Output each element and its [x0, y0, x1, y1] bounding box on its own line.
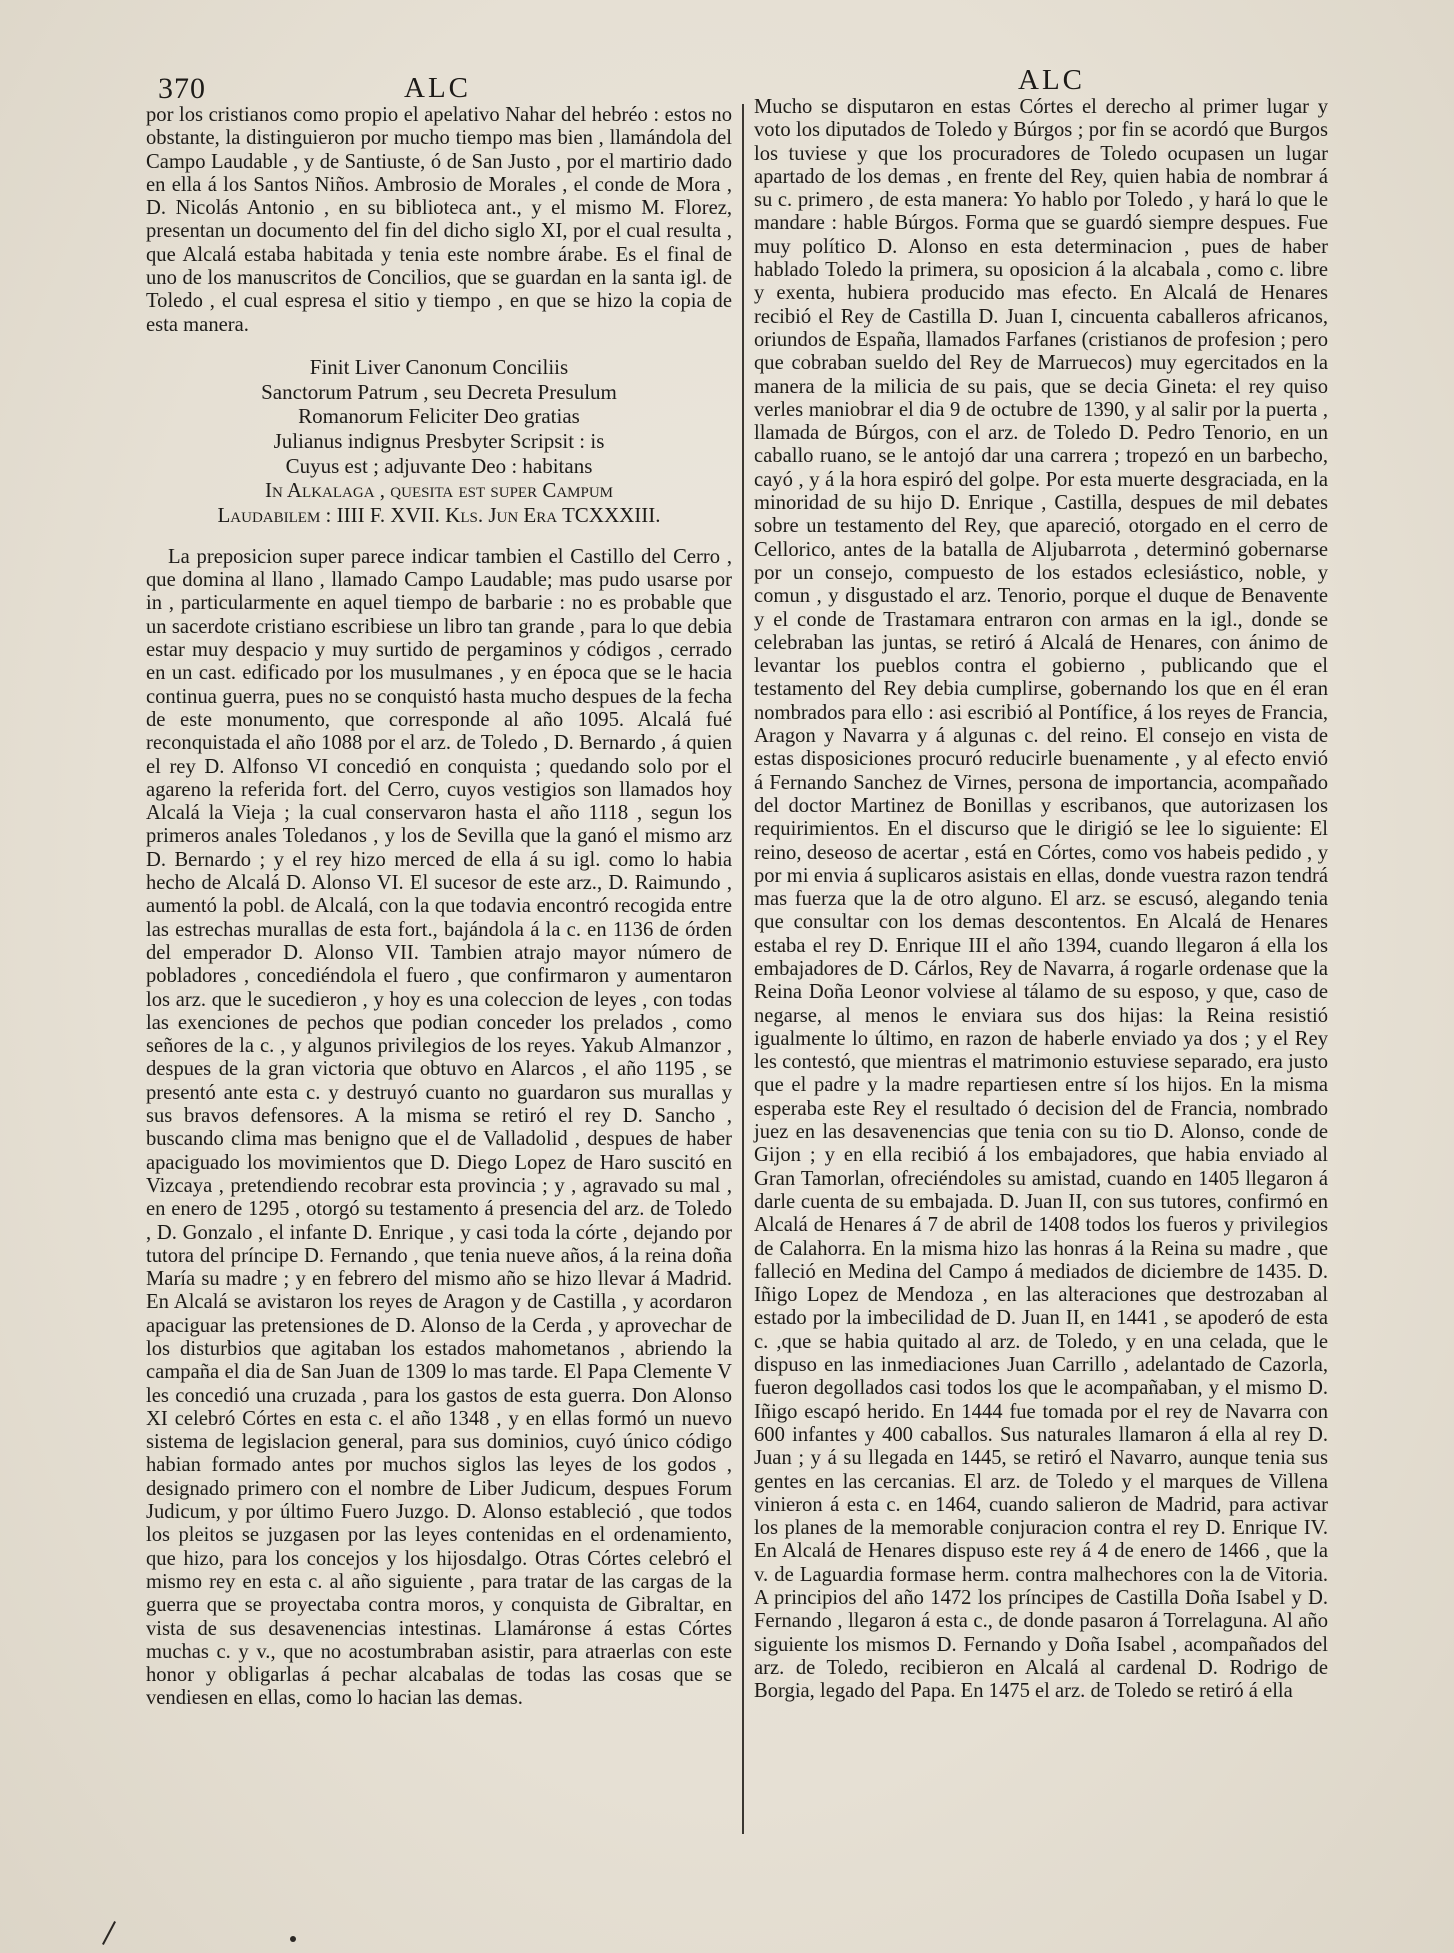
inscription-line: Romanorum Feliciter Deo gratias [298, 404, 580, 429]
inscription-line: Julianus indignus Presbyter Scripsit : is [273, 429, 605, 454]
right-paragraph-1: Mucho se disputaron en estas Córtes el derecho al primer lugar y voto los diputados de Toledo y Búrgos ; por fin se acordó que Burgos los tuviese y que los procuradores de Toledo ocupasen un lugar apartado de los demas , en frente del Rey, quien habia de nombrar á su c. primero , de esta manera: Yo hablo por Toledo , y hará lo que le mandare : hable Búrgos. Forma que se guardó siempre despues. Fue muy político D. Alonso en esta determinacion , pues de haber hablado Toledo la primera, su oposicion á la alcabala , como c. libre y exenta, hubiera producido mas efecto. En Alcalá de Henares recibió el Rey de Castilla D. Juan I, cincuenta caballeros africanos, oriundos de España, llamados Farfanes (cristianos de profesion ; pero que cobraban sueldo del Rey de Marruecos) muy egercitados en la manera de la milicia de su pais, que se decia Gineta: el rey quiso verles maniobrar el dia 9 de octubre de 1390, y al salir por la puerta , llamada de Búrgos, con el arz. de Toledo D. Pedro Tenorio, en un caballo ruano, se le antojó dar una carrera ; tropezó en un barbecho, cayó , y á la hora espiró del golpe. Por esta muerte desgraciada, en la minoridad de su hijo D. Enrique , Castilla, despues de mil debates sobre un testamento del Rey, que apareció, otorgado en el cerro de Cellorico, antes de la batalla de Aljubarrota , determinó gobernarse por un consejo, compuesto de los estados eclesiástico, noble, y comun , y disgustado el arz. Tenorio, porque el duque de Benavente y el conde de Trastamara entraron con armas en la igl., donde se celebraban las juntas, se retiró á Alcalá de Henares, con ánimo de levantar los pueblos contra el gobierno , publicando que el testamento del Rey debia cumplirse, gobernando los que en él eran nombrados para ello : asi escribió al Pontífice, á los reyes de Francia, Aragon y Navarra y á algunas c. del reino. El consejo en vista de estas disposiciones procuró reducirle buenamente , y al efecto envió á Fernando Sanchez de Virnes, persona de importancia, acompañado del doctor Martinez de Bonillas y escribanos, que autorizasen los requirimientos. En el discurso que le dirigió se lee lo siguiente: El reino, deseoso de acertar , está en Córtes, como vos habeis pedido , y por mi envia á suplicaros asistais en ellas, donde vuestra razon tendrá mas fuerza que la de otro alguno. El arz. se escusó, alegando tenia que consultar con los demas descontentos. En Alcalá de Henares estaba el rey D. Enrique III el año 1394, cuando llegaron á ella los embajadores de D. Cárlos, Rey de Navarra, á rogarle ordenase que la Reina Doña Leonor volviese al tálamo de su esposo, y que, caso de negarse, al menos le enviara sus dos hijas: la Reina resistió igualmente lo último, en razon de haberle enviado ya dos ; y el Rey les contestó, que mientras el matrimonio estuviese separado, era justo que el padre y la madre repartiesen entre sí los hijos. En la misma esperaba este Rey el resultado ó decision del de Francia, nombrado juez en las desavenencias que tenia con su tio D. Alonso, conde de Gijon ; y en ella recibió á los embajadores, que habia enviado al Gran Tamorlan, ofreciéndoles su amistad, cuando en 1405 llegaron á darle cuenta de su embajada. D. Juan II, con sus tutores, confirmó en Alcalá de Henares á 7 de abril de 1408 todos los fueros y privilegios de Calahorra. En la misma hizo las honras á la Reina su madre , que falleció en Medina del Campo á mediados de diciembre de 1435. D. Iñigo Lopez de Mendoza , en las alteraciones que destrozaban al estado por la imbecilidad de D. Juan II, en 1441 , se apoderó de esta c. ,que se habia quitado al arz. de Toledo, y en una celada, que le dispuso en las inmediaciones Juan Carrillo , adelantado de Cazorla, fueron degollados casi todos los que le acompañaban, y el mismo D. Iñigo escapó herido. En 1444 fue tomada por el rey de Navarra con 600 infantes y 400 caballos. Sus naturales llamaron á ella al rey D. Juan ; y á su llegada en 1445, se retiró el Navarro, aunque tenia sus gentes en las cercanias. El arz. de Toledo y el marques de Villena vinieron á esta c. en 1464, cuando salieron de Madrid, para activar los planes de la memorable conjuracion contra el rey D. Enrique IV. En Alcalá de Henares dispuso este rey á 4 de enero de 1466 , que la v. de Laguardia formase herm. contra malhechores con la de Vitoria. A principios del año 1472 los príncipes de Castilla Doña Isabel y D. Fernando , llegaron á esta c., de donde pasaron á Torrelaguna. Al año siguiente los mismos D. Fernando y Doña Isabel , acompañados del arz. de Toledo, recibieron en Alcalá al cardenal D. Rodrigo de Borgia, legado del Papa. En 1475 el arz. de Toledo se retiró á ella [754, 96, 1328, 1703]
stray-ink-dot [290, 1936, 296, 1942]
latin-inscription [146, 355, 732, 528]
page-number: 370 [158, 72, 206, 105]
right-column [754, 96, 1328, 1703]
running-head-right: ALC [1018, 64, 1085, 96]
left-paragraph-1: por los cristianos como propio el apelativo Nahar del hebréo : estos no obstante, la distinguieron por mucho tiempo mas bien , llamándola del Campo Laudable , y de Santiuste, ó de San Justo , por el martirio dado en ella á los Santos Niños. Ambrosio de Morales , el conde de Mora , D. Nicolás Antonio , en su biblioteca ant., y el mismo M. Florez, presentan un documento del fin del dicho siglo XI, por el cual resulta , que Alcalá estaba habitada y tenia este nombre árabe. Es el final de uno de los manuscritos de Concilios, que se guardan en la santa igl. de Toledo , el cual espresa el sitio y tiempo , en que se hizo la copia de esta manera. [146, 104, 732, 336]
column-divider [742, 104, 744, 1834]
left-column [146, 104, 732, 1711]
running-head-left: ALC [404, 72, 471, 104]
inscription-line: Sanctorum Patrum , seu Decreta Presulum [261, 379, 617, 404]
inscription-line: Finit Liver Canonum Conciliis [309, 354, 569, 379]
inscription-line: In Alkalaga , quesita est super Campum [264, 478, 614, 503]
left-paragraph-2: La preposicion super parece indicar tambien el Castillo del Cerro , que domina al llano , llamado Campo Laudable; mas pudo usarse por in , particularmente en aquel tiempo de barbarie : no es probable que un sacerdote cristiano escribiese un libro tan grande , para lo que debia estar muy despacio y muy surtido de pergaminos y códigos , cerrado en un cast. edificado por los musulmanes , y en época que se le hacia continua guerra, pues no se conquistó hasta mucho despues de la fecha de este monumento, que corresponde al año 1095. Alcalá fué reconquistada el año 1088 por el arz. de Toledo , D. Bernardo , á quien el rey D. Alfonso VI concedió en conquista ; quedando solo por el agareno la referida fort. del Cerro, cuyos vestigios son llamados hoy Alcalá la Vieja ; la cual conservaron hasta el año 1118 , segun los primeros anales Toledanos , y los de Sevilla que la ganó el mismo arz D. Bernardo ; y el rey hizo merced de ella á su igl. como lo habia hecho de Alcalá D. Alonso VI. El sucesor de este arz., D. Raimundo , aumentó la pobl. de Alcalá, con la que todavia encontró recogida entre las estrechas murallas de esta fort., bajándola á la c. en 1136 de órden del emperador D. Alonso VII. Tambien atrajo mayor número de pobladores , concediéndola el fuero , que confirmaron y aumentaron los arz. que le sucedieron , y hoy es una coleccion de leyes , con todas las exenciones de pechos que podian conceder los prelados , como señores de la c. , y algunos privilegios de los reyes. Yakub Almanzor , despues de la gran victoria que obtuvo en Alarcos , el año 1195 , se presentó ante esta c. y destruyó cuanto no guardaron sus murallas y sus bravos defensores. A la misma se retiró el rey D. Sancho , buscando clima mas benigno que el de Valladolid , despues de haber apaciguado los movimientos que D. Diego Lopez de Haro suscitó en Vizcaya , pretendiendo recobrar esta provincia ; y , agravado su mal , en enero de 1295 , otorgó su testamento á presencia del arz. de Toledo , D. Gonzalo , el infante D. Enrique , y casi toda la córte , dejando por tutora del príncipe D. Fernando , que tenia nueve años, á la reina doña María su madre ; y en febrero del mismo año se hizo llevar á Madrid. En Alcalá se avistaron los reyes de Aragon y de Castilla , y acordaron apaciguar las pretensiones de D. Alonso de la Cerda , y aprovechar de los disturbios que agitaban los estados mahometanos , abriendo la campaña el dia de San Juan de 1309 lo mas tarde. El Papa Clemente V les concedió una cruzada , para los gastos de esta guerra. Don Alonso XI celebró Córtes en esta c. el año 1348 , y en ellas formó un nuevo sistema de legislacion general, para sus dominios, cuyó único código habian formado antes por muchos siglos las leyes de los godos , designado primero con el nombre de Liber Judicum, despues Forum Judicum, y por último Fuero Juzgo. D. Alonso estableció , que todos los pleitos se juzgasen por las leyes contenidas en el ordenamiento, que hizo, para los concejos y los hijosdalgo. Otras Córtes celebró el mismo rey en esta c. al año siguiente , para tratar de las cargas de la guerra que se proyectaba contra moros, y conquista de Gibraltar, en vista de sus desavenencias intestinas. Llamáronse á estas Córtes muchas c. y v., que no acostumbraban asistir, para atraerlas con este honor y obligarlas á pechar alcabalas de todas las cosas que se vendiesen en ellas, como lo hacian las demas. [146, 545, 732, 1710]
stray-ink-mark [102, 1921, 116, 1945]
inscription-line: Cuyus est ; adjuvante Deo : habitans [285, 453, 593, 478]
inscription-line: Laudabilem : IIII F. XVII. Kls. Jun Era TCXXXIII. [217, 503, 661, 528]
